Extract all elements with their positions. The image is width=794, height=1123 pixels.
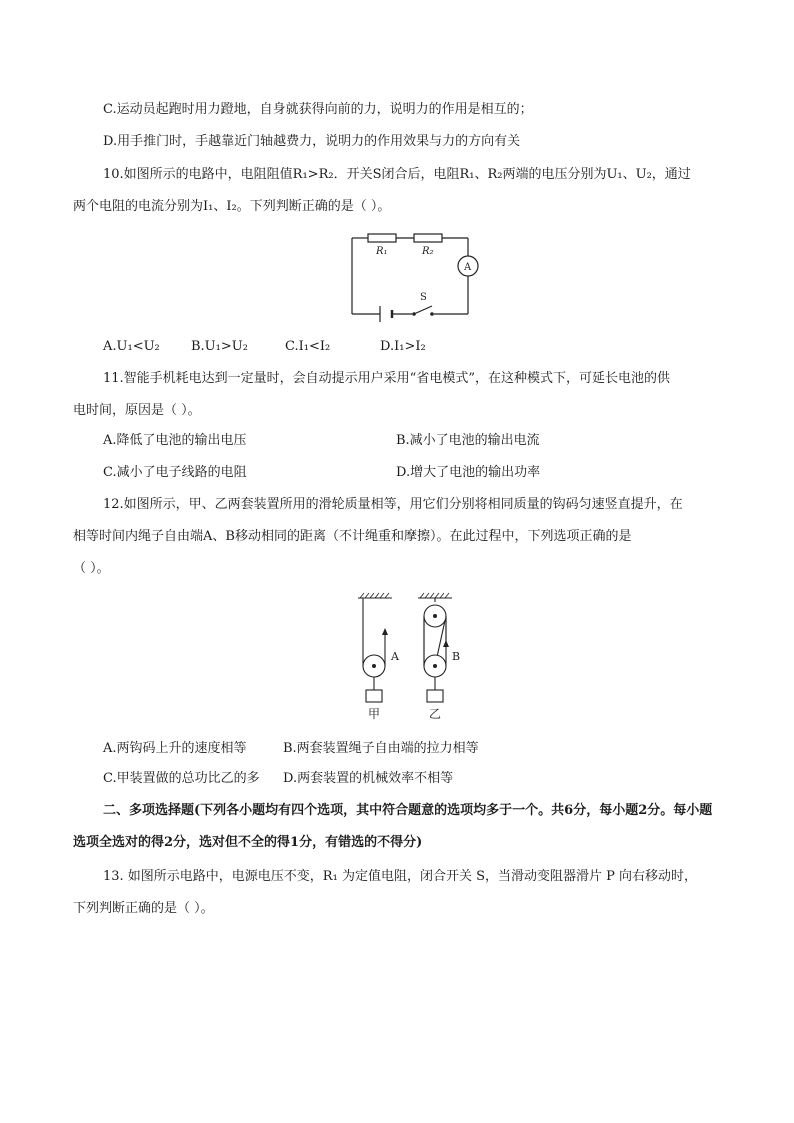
q10-option-b: B.U₁>U₂ (191, 339, 248, 354)
q10-option-a: A.U₁<U₂ (103, 339, 160, 354)
q12-pulley-diagram (352, 590, 472, 722)
q12-jia-hook-weight (366, 690, 382, 702)
q12-label-a: A (391, 650, 399, 663)
q12-arrow-b-icon (443, 640, 449, 647)
q11-option-b: B.减小了电池的输出电流 (396, 433, 540, 448)
q11-option-d: D.增大了电池的输出功率 (396, 465, 541, 480)
q12-option-b: B.两套装置绳子自由端的拉力相等 (283, 741, 479, 756)
q12-stem-line1: 12.如图所示，甲、乙两套装置所用的滑轮质量相等，用它们分别将相同质量的钩码匀速竖直提升，在 (103, 497, 683, 512)
q12-option-c: C.甲装置做的总功比乙的多 (103, 771, 260, 786)
q12-arrow-a-icon (382, 628, 388, 635)
q10-switch (414, 306, 432, 314)
q10-r2-label: R₂ (422, 246, 434, 257)
q10-stem-line1: 10.如图所示的电路中，电阻阻值R₁>R₂．开关S闭合后，电阻R₁、R₂两端的电压分别为U₁、U₂，通过 (103, 167, 691, 182)
q12-stem-line2: 相等时间内绳子自由端A、B移动相同的距离（不计绳重和摩擦）。在此过程中，下列选项正确的是 (73, 529, 632, 544)
q10-option-c: C.I₁<I₂ (285, 339, 331, 354)
q11-option-a: A.降低了电池的输出电压 (103, 433, 247, 448)
q9-option-d: D.用手推门时，手越靠近门轴越费力，说明力的作用效果与力的方向有关 (103, 134, 521, 149)
q10-resistor-r2 (414, 234, 442, 242)
q12-stem-line3: （ ）。 (73, 561, 110, 576)
section2-heading-line2: 选项全选对的得2分，选对但不全的得1分，有错选的不得分) (73, 835, 423, 850)
q12-option-d: D.两套装置的机械效率不相等 (283, 771, 454, 786)
q10-switch-label: S (420, 292, 427, 303)
q13-stem-line2: 下列判断正确的是（ ）。 (73, 901, 214, 916)
q11-option-c: C.减小了电子线路的电阻 (103, 465, 247, 480)
q10-option-d: D.I₁>I₂ (380, 339, 426, 354)
q12-yi-hook-weight (427, 690, 443, 702)
q12-label-b: B (452, 650, 461, 663)
q12-label-jia: 甲 (368, 707, 381, 721)
q11-stem-line1: 11.智能手机耗电达到一定量时，会自动提示用户采用“省电模式”，在这种模式下，可延长电池的供 (103, 371, 670, 386)
q10-r1-label: R₁ (376, 246, 388, 257)
q10-ammeter-label: A (464, 262, 472, 273)
q13-stem-line1: 13. 如图所示电路中，电源电压不变，R₁ 为定值电阻，闭合开关 S，当滑动变阻器滑片 P 向右移动时， (103, 869, 697, 884)
q10-resistor-r1 (368, 234, 396, 242)
q9-option-c: C.运动员起跑时用力蹬地，自身就获得向前的力，说明力的作用是相互的； (103, 102, 533, 117)
section2-heading-line1: 二、多项选择题(下列各小题均有四个选项，其中符合题意的选项均多于一个。共6分，每小题2分。每小题 (103, 803, 713, 818)
q12-label-yi: 乙 (429, 707, 442, 721)
q10-circuit-diagram (340, 228, 480, 320)
q12-option-a: A.两钩码上升的速度相等 (103, 741, 247, 756)
q11-stem-line2: 电时间，原因是（ ）。 (73, 403, 201, 418)
q10-stem-line2: 两个电阻的电流分别为I₁、I₂。下列判断正确的是（ ）。 (73, 199, 391, 214)
